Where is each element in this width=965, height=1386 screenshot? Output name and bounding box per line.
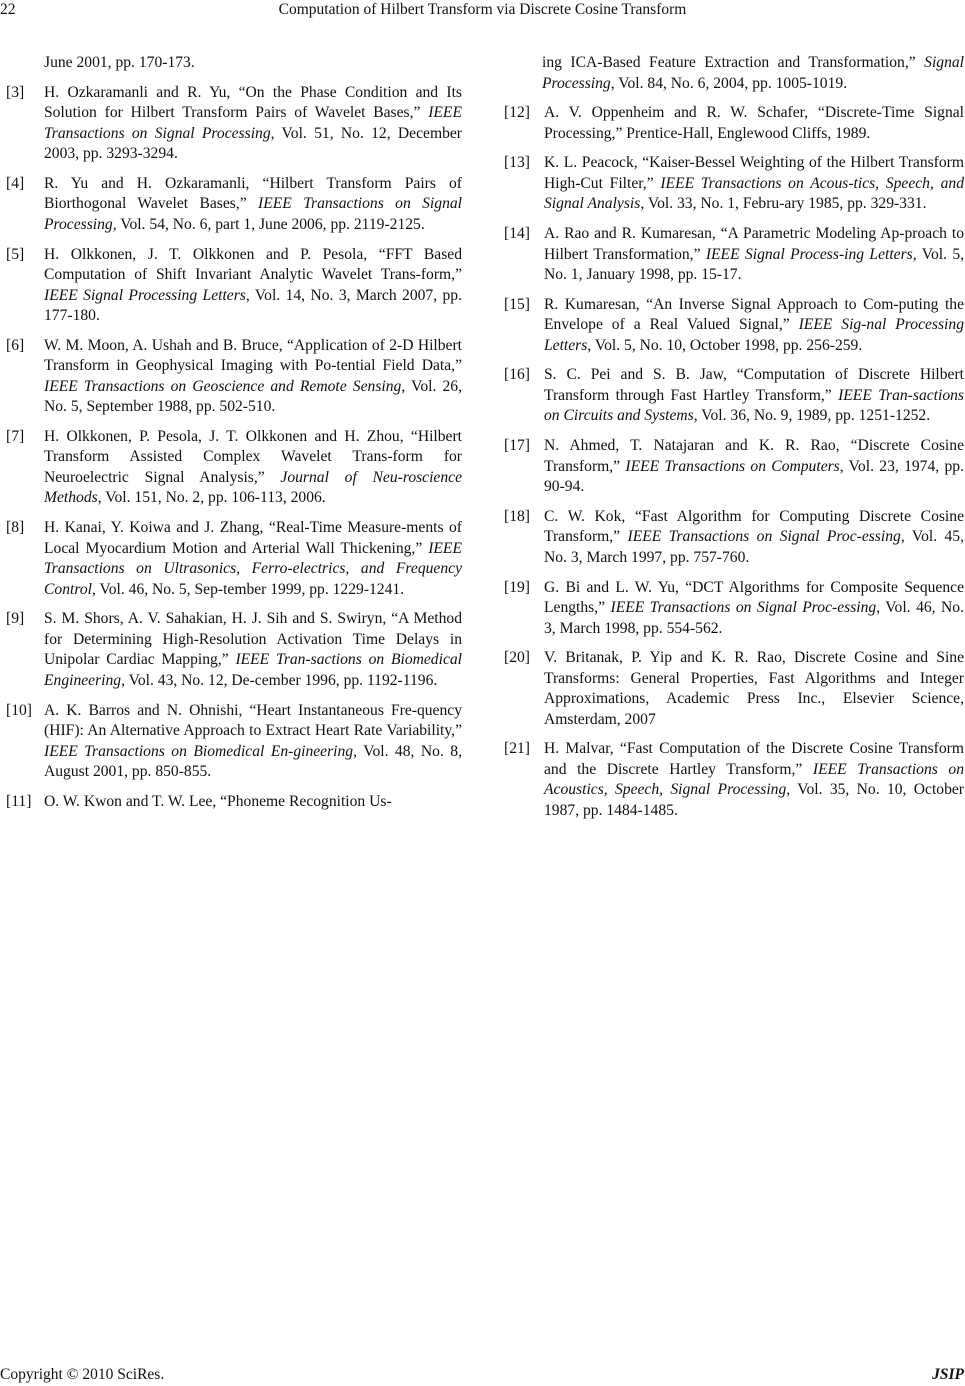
reference-number: [9] (6, 610, 25, 628)
reference-number: [17] (504, 437, 530, 455)
reference-item (504, 295, 964, 357)
reference-item (6, 83, 462, 165)
reference-text: G. Bi and L. W. Yu, “DCT Algorithms for Composite Sequence Lengths,” IEEE Transactions on Signal Proc-essing, Vol. 46, No. 3, March 1998, pp. 554-562. (544, 578, 964, 637)
reference-item (6, 609, 462, 691)
reference-item (6, 174, 462, 236)
references-left-column (6, 53, 462, 821)
reference-number: [5] (6, 245, 25, 263)
reference-number: [18] (504, 507, 530, 525)
reference-text: C. W. Kok, “Fast Algorithm for Computing Discrete Cosine Transform,” IEEE Transactions on Signal Proc-essing, Vol. 45, No. 3, March 1997, pp. 757-760. (544, 507, 964, 566)
reference-number: [3] (6, 83, 25, 101)
reference-text: H. Malvar, “Fast Computation of the Discrete Cosine Transform and the Discrete Hartley Transform,” IEEE Transactions on Acoustics, Speech, Signal Processing, Vol. 35, No. 10, October 1987, pp. 1484-1485. (544, 740, 965, 819)
reference-text: W. M. Moon, A. Ushah and B. Bruce, “Application of 2-D Hilbert Transform in Geophysical Imaging with Po-tential Field Data,” IEEE Transactions on Geoscience and Remote Sensing, Vol. 26, No. 5, September 1988, pp. 502-510. (44, 336, 462, 416)
reference-number: [11] (6, 792, 32, 810)
page-number: 22 (0, 1, 16, 18)
reference-item (504, 103, 964, 144)
reference-item (504, 365, 964, 427)
reference-number: [16] (504, 366, 530, 384)
reference-text: A. K. Barros and N. Ohnishi, “Heart Instantaneous Fre-quency (HIF): An Alternative Approach to Extract Heart Rate Variability,” IEEE Transactions on Biomedical En-gineering, Vol. 48, No. 8, August 2001, pp. 850-855. (44, 701, 462, 780)
page-header (0, 0, 965, 22)
references-right-column (504, 53, 964, 831)
reference-item (504, 436, 964, 498)
reference-text: R. Yu and H. Ozkaramanli, “Hilbert Transform Pairs of Biorthogonal Wavelet Bases,” IEEE Transactions on Signal Processing, Vol. 54, No. 6, part 1, June 2006, pp. 2119-2125. (44, 174, 462, 233)
reference-text: K. L. Peacock, “Kaiser-Bessel Weighting of the Hilbert Transform High-Cut Filter,” IEEE Transactions on Acous-tics, Speech, and Signal Analysis, Vol. 33, No. 1, Febru-ary 1985, pp. 329-331. (544, 154, 964, 213)
reference-text: S. C. Pei and S. B. Jaw, “Computation of Discrete Hilbert Transform through Fast Hartley Transform,” IEEE Tran-sactions on Circuits and Systems, Vol. 36, No. 9, 1989, pp. 1251-1252. (544, 366, 964, 425)
reference-item (504, 153, 964, 215)
reference-text: A. V. Oppenheim and R. W. Schafer, “Discrete-Time Signal Processing,” Prentice-Hall, Englewood Cliffs, 1989. (544, 104, 964, 142)
reference-item (504, 648, 964, 730)
copyright-notice: Copyright © 2010 SciRes. (0, 1366, 165, 1383)
reference-text: O. W. Kwon and T. W. Lee, “Phoneme Recognition Us- (44, 792, 392, 810)
reference-number: [15] (504, 295, 530, 313)
reference-item (504, 578, 964, 640)
reference-number: [6] (6, 336, 25, 354)
reference-item (504, 739, 964, 821)
reference-text: R. Kumaresan, “An Inverse Signal Approach to Com-puting the Envelope of a Real Valued Signal,” IEEE Sig-nal Processing Letters, Vol. 5, No. 10, October 1998, pp. 256-259. (544, 295, 964, 354)
reference-number: [20] (504, 649, 530, 667)
running-title: Computation of Hilbert Transform via Discrete Cosine Transform (278, 1, 687, 18)
reference-text: H. Olkkonen, P. Pesola, J. T. Olkkonen and H. Zhou, “Hilbert Transform Assisted Complex Wavelet Trans-form for Neuroelectric Signal Analysis,” Journal of Neu-roscience Methods, Vol. 151, No. 2, pp. 106-113, 2006. (44, 427, 462, 507)
reference-item (6, 792, 462, 813)
reference-item (504, 507, 964, 569)
reference-number: [8] (6, 519, 25, 537)
reference-number: [19] (504, 578, 530, 596)
reference-item (6, 518, 462, 600)
reference-text: H. Ozkaramanli and R. Yu, “On the Phase Condition and Its Solution for Hilbert Transform Pairs of Wavelet Bases,” IEEE Transactions on Signal Processing, Vol. 51, No. 12, December 2003, pp. 3293-3294. (44, 83, 462, 163)
reference-text: N. Ahmed, T. Natajaran and K. R. Rao, “Discrete Cosine Transform,” IEEE Transactions on Computers, Vol. 23, 1974, pp. 90-94. (544, 437, 964, 496)
reference-item (6, 427, 462, 509)
reference-text: S. M. Shors, A. V. Sahakian, H. J. Sih and S. Swiryn, “A Method for Determining High-Resolution Activation Time Delays in Unipolar Cardiac Mapping,” IEEE Tran-sactions on Biomedical Engineering, Vol. 43, No. 12, De-cember 1996, pp. 1192-1196. (44, 610, 462, 689)
reference-item (6, 336, 462, 418)
reference-text: H. Olkkonen, J. T. Olkkonen and P. Pesola, “FFT Based Computation of Shift Invariant Analytic Wavelet Trans-form,” IEEE Signal Processing Letters, Vol. 14, No. 3, March 2007, pp. 177-180. (44, 245, 463, 325)
reference-text: V. Britanak, P. Yip and K. R. Rao, Discrete Cosine and Sine Transforms: General Properties, Fast Algorithms and Integer Approximations, Academic Press Inc., Elsevier Science, Amsterdam, 2007 (544, 649, 964, 728)
reference-number: [14] (504, 225, 530, 243)
reference-number: [7] (6, 427, 25, 445)
reference-number: [4] (6, 174, 25, 192)
reference-number: [10] (6, 701, 32, 719)
reference-continuation: ing ICA-Based Feature Extraction and Transformation,” Signal Processing, Vol. 84, No. 6, 2004, pp. 1005-1019. (542, 54, 964, 92)
reference-number: [12] (504, 104, 530, 122)
reference-continuation: June 2001, pp. 170-173. (44, 54, 195, 71)
reference-item (6, 245, 462, 327)
reference-number: [13] (504, 154, 530, 172)
reference-item (6, 701, 462, 783)
reference-number: [21] (504, 740, 530, 758)
reference-text: H. Kanai, Y. Koiwa and J. Zhang, “Real-Time Measure-ments of Local Myocardium Motion and Arterial Wall Thickening,” IEEE Transactions on Ultrasonics, Ferro-electrics, and Frequency Control, Vol. 46, No. 5, Sep-tember 1999, pp. 1229-1241. (44, 519, 462, 598)
reference-text: A. Rao and R. Kumaresan, “A Parametric Modeling Ap-proach to Hilbert Transformation,” IEEE Signal Process-ing Letters, Vol. 5, No. 1, January 1998, pp. 15-17. (544, 225, 965, 284)
reference-item (504, 224, 964, 286)
journal-abbreviation: JSIP (932, 1366, 964, 1383)
page-footer (0, 1366, 965, 1386)
